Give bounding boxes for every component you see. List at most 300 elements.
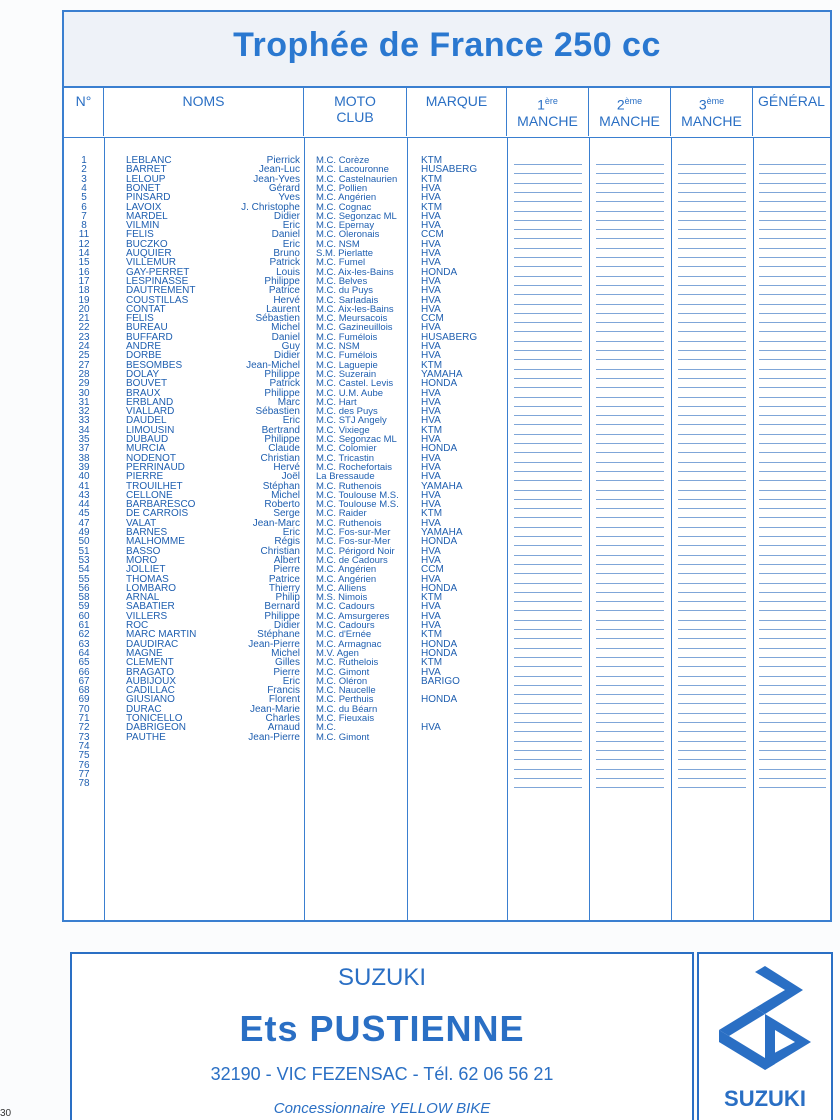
rider-brand: HVA [421,406,441,418]
rider-club: S.M. Pierlatte [316,248,374,259]
rider-name: CLEMENT [126,657,174,669]
rider-brand: KTM [421,173,443,185]
rider-number: 55 [78,573,90,585]
rider-number: 60 [78,610,90,622]
table-row [64,612,830,621]
table-row [64,221,830,230]
rider-firstname: Thierry [268,582,300,594]
rider-name: DAUTREMENT [126,285,196,297]
rider-brand: HONDA [421,443,458,455]
rider-firstname: Philip [275,592,300,604]
rider-firstname: Gilles [274,657,300,669]
table-row [64,426,830,435]
rider-club: M.C. du Puys [316,285,374,297]
rider-name: DAUDIRAC [126,638,179,650]
rider-name: CELLONE [126,489,173,501]
rider-club: M.C. Fos-sur-Mer [316,536,391,548]
rider-number: 47 [78,517,90,529]
rider-firstname: Serge [273,508,300,520]
rider-name: PINSARD [126,192,171,204]
rider-name: JOLLIET [126,564,166,576]
rider-number: 76 [78,759,90,771]
rider-club: M.C. Segonzac ML [316,210,397,222]
rider-club: M.C. Corèze [316,155,370,166]
rider-brand: KTM [421,201,443,213]
rider-club: M.C. Fumel [316,257,366,269]
rider-brand: HVA [421,489,441,501]
rider-brand: HVA [421,573,441,585]
rider-brand: HUSABERG [421,331,478,343]
rider-name: VALAT [126,517,157,529]
rider-name: VILLEMUR [126,257,177,269]
rider-brand: BARIGO [421,675,460,687]
rider-number: 20 [78,303,90,315]
rider-club: M.C. Fumélois [316,331,378,343]
rider-club: M.C. Toulouse M.S. [316,499,399,511]
rider-firstname: Joël [281,471,300,483]
rider-name: LIMOUSIN [126,424,175,436]
page-title: Trophée de France 250 cc [233,26,661,64]
table-row [64,175,830,184]
rider-name: PAUTHE [126,731,166,743]
rider-brand: KTM [421,657,443,669]
rider-number: 64 [78,647,90,659]
rider-number: 74 [78,740,90,752]
rider-firstname: Patrice [268,573,300,585]
table-row [64,305,830,314]
table-row [64,184,830,193]
rider-number: 30 [78,387,90,399]
result-line [596,787,664,788]
table-row [64,249,830,258]
rider-name: AUBIJOUX [126,675,177,687]
rider-number: 16 [78,266,90,278]
rider-club: M.C. Cadours [316,601,375,613]
rider-brand: HVA [421,238,441,250]
table-row [64,203,830,212]
rider-club: M.C. Perthuis [316,694,374,706]
table-row [64,593,830,602]
rider-club: M.C. Fumélois [316,350,378,362]
rider-club: M.C. Vixiege [316,424,370,436]
rider-club: M.C. Oleronais [316,229,380,241]
table-row [64,779,830,788]
rider-firstname: Didier [273,210,300,222]
rider-number: 61 [78,620,90,631]
rider-firstname: Eric [282,220,300,232]
rider-firstname: Eric [282,527,300,538]
rider-club: M.C. Fos-sur-Mer [316,527,391,538]
rider-number: 41 [78,480,90,492]
rider-brand: HVA [421,294,441,306]
rider-brand: HVA [421,275,441,287]
rider-firstname: Yves [278,192,300,204]
rider-brand: HVA [421,387,441,399]
rider-firstname: Jean-Luc [258,164,300,176]
rider-number: 14 [78,248,90,259]
rider-name: PERRINAUD [126,461,185,473]
rider-brand: HVA [421,452,441,464]
rider-club: M.C. Hart [316,396,357,408]
result-line [759,787,826,788]
rider-club: M.C. Sarladais [316,294,379,306]
rider-name: BONET [126,182,161,194]
rider-club: M.C. Ruthenois [316,517,382,529]
rider-brand: HVA [421,554,441,566]
rider-name: BRAGATO [126,666,174,678]
rider-club: M.C. Amsurgeres [316,610,390,622]
rider-brand: HUSABERG [421,164,478,176]
rider-name: BARRET [126,164,167,176]
rider-firstname: Albert [273,554,300,566]
rider-name: VILLERS [126,610,168,622]
rider-name: TROUILHET [126,480,183,492]
rider-name: ANDRE [126,341,162,352]
rider-club: M.C. STJ Angely [316,415,387,427]
table-row [64,565,830,574]
rider-name: DURAC [126,703,162,715]
table-row [64,407,830,416]
advertisement [70,952,694,1120]
rider-firstname: Sébastien [255,313,300,325]
table-row [64,556,830,565]
rider-firstname: Régis [274,536,300,548]
rider-number: 15 [78,257,90,269]
suzuki-logo-box [697,952,833,1120]
rider-firstname: Gérard [268,182,300,194]
rider-number: 33 [78,415,90,427]
rider-name: BUREAU [126,322,168,334]
rider-number: 53 [78,554,90,566]
rider-name: DE CARROIS [126,508,189,520]
rider-firstname: Hervé [273,294,300,306]
rider-brand: HVA [421,220,441,232]
rider-brand: HONDA [421,378,458,390]
table-row [64,584,830,593]
rider-name: DAUDEL [126,415,167,427]
rider-name: DORBE [126,350,162,362]
rider-number: 54 [78,564,90,576]
rider-brand: KTM [421,592,443,604]
rider-firstname: Eric [282,238,300,250]
rider-brand: HVA [421,341,441,352]
rider-brand: CCM [421,313,444,325]
rider-club: M.C. Ruthelois [316,657,379,669]
rider-firstname: Sébastien [255,406,300,418]
rider-name: NODENOT [126,452,176,464]
rider-firstname: Louis [276,266,300,278]
rider-number: 38 [78,452,90,464]
rider-club: M.S. Nimois [316,592,368,604]
header-moto-club: MOTO CLUB [304,88,407,136]
rider-number: 45 [78,508,90,520]
rider-number: 40 [78,471,90,483]
rider-name: BASSO [126,545,161,557]
rider-firstname: Jean-Marie [249,703,300,715]
rider-brand: HONDA [421,647,458,659]
table-row [64,537,830,546]
rider-club: M.C. Gazineuillois [316,322,393,334]
table-row [64,379,830,388]
rider-brand: HVA [421,545,441,557]
rider-brand: HVA [421,620,441,631]
rider-firstname: Michel [271,647,300,659]
rider-club: M.V. Agen [316,647,359,659]
rider-number: 29 [78,378,90,390]
rider-number: 1 [81,155,87,166]
rider-brand: HVA [421,517,441,529]
rider-brand: HVA [421,350,441,362]
rider-club: M.C. Lacouronne [316,164,389,176]
rider-club: M.C. Castel. Levis [316,378,394,390]
rider-name: LESPINASSE [126,275,189,287]
rider-number: 28 [78,368,90,380]
table-row [64,751,830,760]
rider-brand: HONDA [421,694,458,706]
rider-club: M.C. Oléron [316,675,368,687]
rider-club: M.C. NSM [316,341,360,352]
rider-name: FELIS [126,313,154,325]
rider-club: M.C. Aix-les-Bains [316,303,394,315]
table-row [64,165,830,174]
rider-firstname: Guy [281,341,300,352]
rider-number: 5 [81,192,87,204]
rider-brand: HONDA [421,638,458,650]
rider-name: BOUVET [126,378,168,390]
rider-club: M.C. Aix-les-Bains [316,266,394,278]
header-manche-2: 2ème MANCHE [589,88,671,136]
rider-name: MALHOMME [126,536,185,548]
rider-club: M.C. Ruthenois [316,480,382,492]
rider-club: M.C. Tricastin [316,452,375,464]
rider-number: 7 [81,210,87,222]
table-header [64,88,830,138]
header-general: GÉNÉRAL [758,93,825,109]
rider-firstname: Daniel [271,331,300,343]
rider-name: GAY-PERRET [126,266,190,278]
rider-club: M.C. Raider [316,508,367,520]
rider-name: SABATIER [126,601,175,613]
rider-brand: KTM [421,629,443,641]
rider-club: M.C. du Béarn [316,703,378,715]
ad-address: 32190 - VIC FEZENSAC - Tél. 62 06 56 21 [210,1064,554,1084]
result-line [514,787,582,788]
rider-firstname: Stéphane [257,629,300,641]
rider-name: AUQUIER [126,248,172,259]
rider-brand: KTM [421,359,443,371]
rider-firstname: Eric [282,415,300,427]
rider-firstname: Bernard [264,601,300,613]
rider-number: 77 [78,768,90,780]
rider-firstname: Patrice [268,285,300,297]
rider-brand: KTM [421,155,443,166]
rider-firstname: Pierrick [266,155,300,166]
rider-club: M.C. Pollien [316,182,368,194]
table-row [64,193,830,202]
rider-number: 21 [78,313,90,325]
rider-number: 24 [78,341,90,352]
rider-firstname: Pierre [273,666,300,678]
rider-brand: HVA [421,415,441,427]
rider-firstname: Didier [273,620,300,631]
rider-number: 63 [78,638,90,650]
rider-name: BUFFARD [126,331,173,343]
rider-brand: YAMAHA [421,480,463,492]
rider-firstname: Michel [271,322,300,334]
rider-number: 18 [78,285,90,297]
table-row [64,723,830,732]
rider-firstname: Hervé [273,461,300,473]
rider-club: M.C. Rochefortais [316,461,393,473]
rider-number: 19 [78,294,90,306]
rider-brand: CCM [421,229,444,241]
rider-club: M.C. Angérien [316,564,377,576]
rider-number: 34 [78,424,90,436]
rider-name: CONTAT [126,303,166,315]
rider-name: PIERRE [126,471,164,483]
table-row [64,389,830,398]
rider-number: 31 [78,396,90,408]
rider-brand: HVA [421,182,441,194]
rider-number: 37 [78,443,90,455]
table-row [64,602,830,611]
rider-name: THOMAS [126,573,169,585]
rider-number: 73 [78,731,90,743]
rider-name: BESOMBES [126,359,183,371]
rider-club: M.C. NSM [316,238,360,250]
rider-number: 65 [78,657,90,669]
rider-club: M.C. de Cadours [316,554,388,566]
page-number: 30 [0,1108,12,1119]
rider-firstname: Philippe [264,275,300,287]
rider-brand: HVA [421,322,441,334]
table-row [64,658,830,667]
rider-name: LELOUP [126,173,166,185]
rider-club: M.C. Alliens [316,582,367,594]
rider-brand: HVA [421,192,441,204]
result-line [678,787,746,788]
rider-club: La Bressaude [316,471,375,483]
rider-firstname: Laurent [266,303,300,315]
rider-club: M.C. Meursacois [316,313,388,325]
rider-firstname: Claude [268,443,300,455]
rider-firstname: Bertrand [261,424,300,436]
rider-firstname: Charles [265,713,300,724]
rider-number: 78 [78,778,90,790]
rider-firstname: Marc [277,396,300,408]
rider-club: M.C. [316,722,337,734]
rider-name: CADILLAC [126,685,175,697]
rider-club: M.C. Angérien [316,573,377,585]
rider-number: 3 [81,173,87,185]
rider-name: LOMBARO [126,582,177,594]
rider-club: M.C. Armagnac [316,638,382,650]
rider-number: 51 [78,545,90,557]
rider-name: BARBARESCO [126,499,196,511]
rider-number: 59 [78,601,90,613]
rider-brand: HVA [421,666,441,678]
table-row [64,398,830,407]
rider-number: 6 [81,201,87,213]
rider-number: 23 [78,331,90,343]
rider-club: M.C. Belves [316,275,368,287]
rider-firstname: Francis [267,685,300,697]
rider-number: 68 [78,685,90,697]
rider-brand: HVA [421,257,441,269]
rider-club: M.C. des Puys [316,406,378,418]
rider-brand: HVA [421,303,441,315]
rider-name: DUBAUD [126,434,169,445]
table-row [64,770,830,779]
table-row [64,695,830,704]
rider-firstname: Didier [273,350,300,362]
rider-brand: HONDA [421,582,458,594]
rider-club: M.C. Fieuxais [316,713,375,724]
rider-brand: KTM [421,424,443,436]
rider-number: 2 [81,164,87,176]
rider-name: GIUSIANO [126,694,175,706]
rider-firstname: Patrick [269,257,300,269]
title-band [64,12,830,88]
ad-dealer-name: Ets PUSTIENNE [239,1008,525,1049]
rider-firstname: Philippe [264,368,300,380]
rider-firstname: Florent [268,694,300,706]
rider-name: LAVOIX [126,201,162,213]
rider-firstname: Michel [271,489,300,501]
rider-club: M.C. Gimont [316,666,370,678]
rider-brand: YAMAHA [421,527,463,538]
rider-name: TONICELLO [126,713,183,724]
rider-number: 8 [81,220,87,232]
rider-brand: HVA [421,610,441,622]
rider-firstname: Jean-Pierre [248,638,300,650]
rider-name: VIALLARD [126,406,175,418]
rider-brand: YAMAHA [421,368,463,380]
rider-brand: HVA [421,210,441,222]
rider-number: 50 [78,536,90,548]
rider-firstname: J. Christophe [241,201,300,213]
table-row [64,742,830,751]
rider-firstname: Roberto [264,499,300,511]
table-row [64,649,830,658]
rider-club: M.C. Toulouse M.S. [316,489,399,501]
rider-club: M.C. Cadours [316,620,375,631]
rider-number: 43 [78,489,90,501]
rider-name: BRAUX [126,387,161,399]
rider-club: M.C. U.M. Aube [316,387,384,399]
rider-brand: CCM [421,564,444,576]
rider-club: M.C. Périgord Noir [316,545,395,557]
rider-club: M.C. d'Ernée [316,629,372,641]
rider-firstname: Jean-Yves [253,173,300,185]
table-row [64,733,830,742]
rider-number: 70 [78,703,90,715]
rider-brand: HVA [421,499,441,511]
rider-number: 49 [78,527,90,538]
rider-name: FELIS [126,229,154,241]
rider-number: 12 [78,238,90,250]
rider-name: MAGNE [126,647,163,659]
rider-brand: HVA [421,285,441,297]
rider-number: 39 [78,461,90,473]
rider-name: ROC [126,620,149,631]
table-row [64,482,830,491]
rider-firstname: Philippe [264,387,300,399]
header-marque: MARQUE [407,88,507,136]
rider-number: 35 [78,434,90,445]
header-manche-1: 1ère MANCHE [507,88,589,136]
ad-subtitle: Concessionnaire YELLOW BIKE [273,1100,491,1117]
